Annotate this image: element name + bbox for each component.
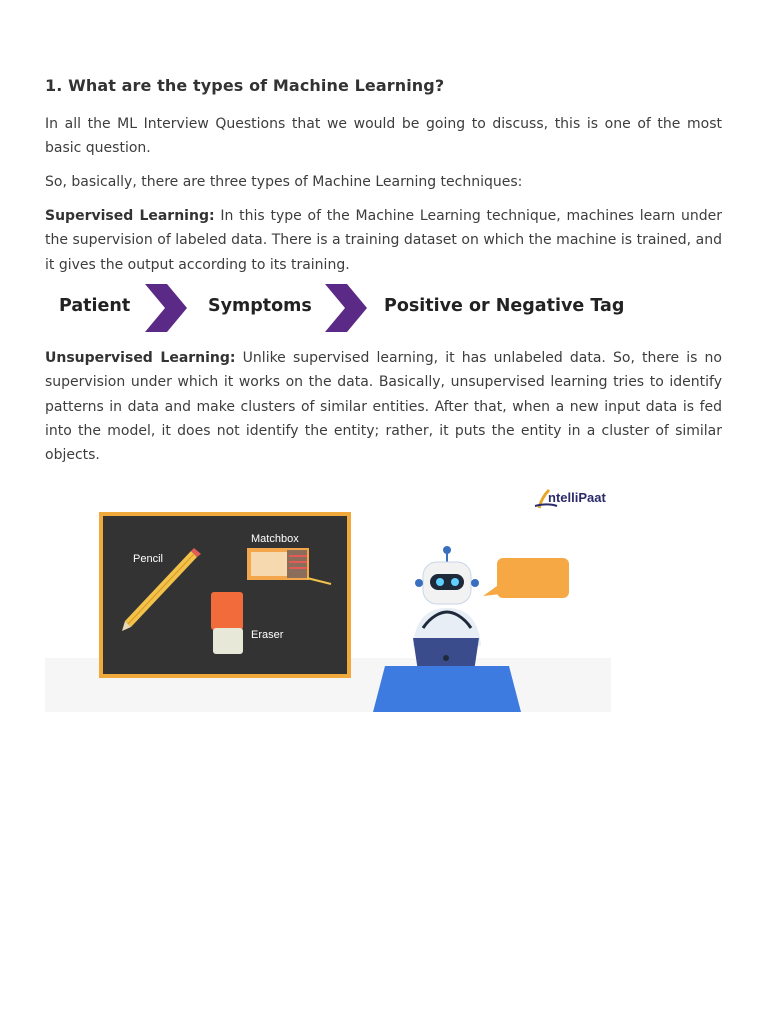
flow-step-tag: Positive or Negative Tag — [384, 296, 625, 316]
eraser-label: Eraser — [251, 629, 284, 641]
types-paragraph: So, basically, there are three types of Machine Learning techniques: — [45, 174, 523, 190]
chevron-right-icon — [145, 284, 187, 332]
matchbox-label: Matchbox — [251, 533, 299, 545]
supervised-text: In this type of the Machine Learning technique, machines learn under the supervision of labeled data. There is a training dataset on which the machine is trained, and it gives the output according to its training. — [45, 208, 722, 273]
flow-step-symptoms: Symptoms — [208, 296, 312, 316]
desk — [373, 666, 521, 712]
intro-paragraph: In all the ML Interview Questions that we would be going to discuss, this is one of the most basic question. — [45, 116, 722, 157]
unsupervised-text: Unlike supervised learning, it has unlabeled data. So, there is no supervision under which it works on the data. Basically, unsupervised learning tries to identify patterns in data and make clusters of similar entities. After that, when a new input data is fed into the model, it does not identify the entity; rather, it puts the entity in a cluster of similar objects. — [45, 350, 722, 464]
supervised-flow-diagram — [45, 282, 722, 336]
question-heading: 1. What are the types of Machine Learning? — [45, 76, 445, 95]
unsupervised-illustration — [45, 478, 611, 712]
blackboard — [99, 512, 351, 678]
pencil-label: Pencil — [133, 553, 163, 565]
flow-step-patient: Patient — [59, 296, 131, 316]
supervised-paragraph — [45, 204, 722, 277]
eraser-icon — [211, 592, 243, 654]
chevron-right-icon — [325, 284, 367, 332]
unsupervised-paragraph — [45, 346, 722, 467]
supervised-label: Supervised Learning: — [45, 208, 215, 224]
logo-text: ntelliPaat — [548, 490, 606, 505]
unsupervised-label: Unsupervised Learning: — [45, 350, 236, 366]
